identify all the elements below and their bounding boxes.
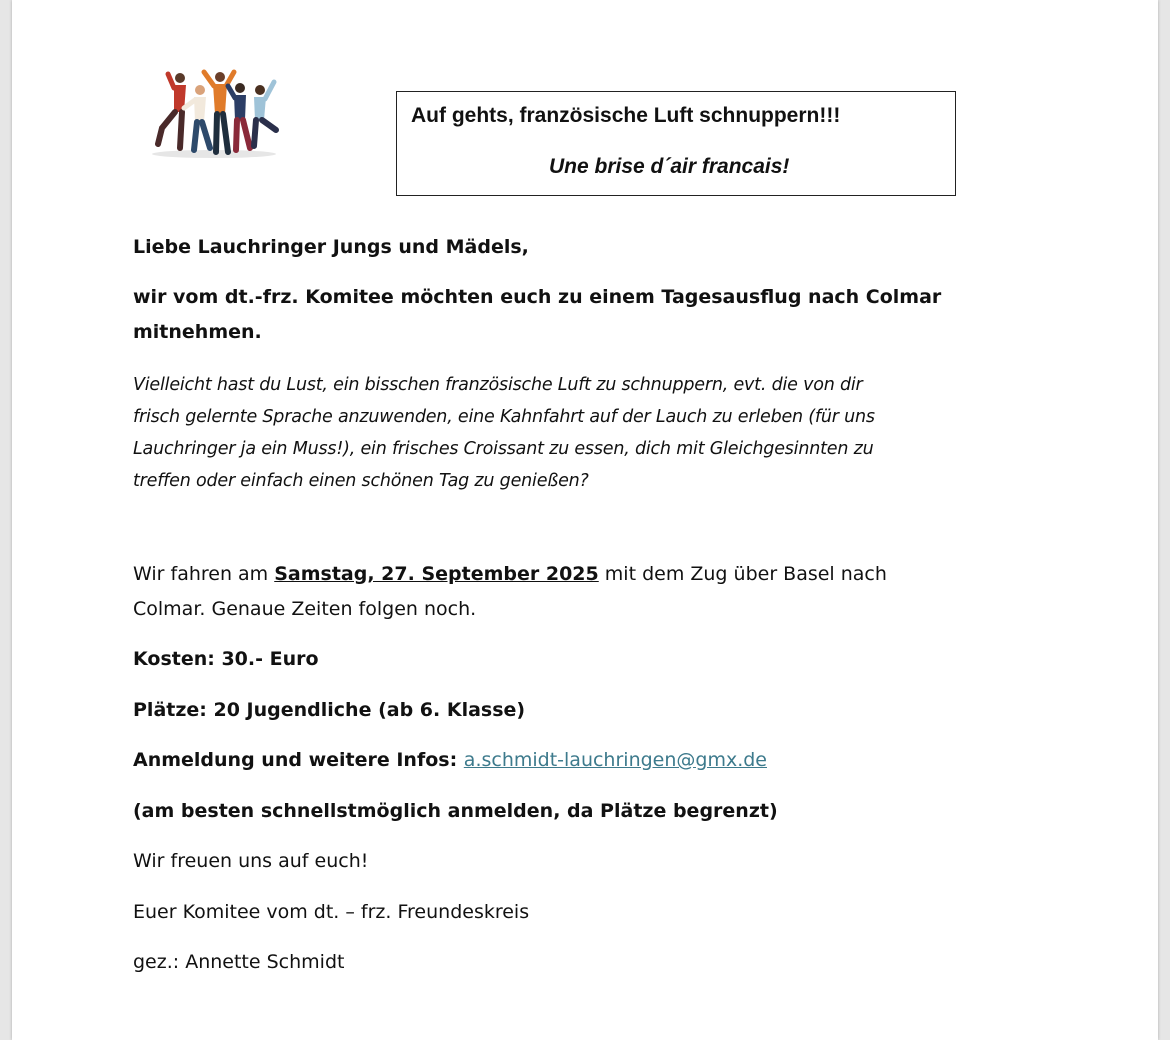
description-line: treffen oder einfach einen schönen Tag zu genießen? <box>133 471 589 491</box>
costs: Kosten: 30.- Euro <box>133 648 319 670</box>
trip-line-2: Colmar. Genaue Zeiten folgen noch. <box>133 598 477 620</box>
intro-line-1: wir vom dt.-frz. Komitee möchten euch zu einem Tagesausflug nach Colmar <box>133 286 942 308</box>
registration-line <box>133 749 767 771</box>
description-line: Lauchringer ja ein Muss!), ein frisches Croissant zu essen, dich mit Gleichgesinnten zu <box>133 439 874 459</box>
registration-label: Anmeldung und weitere Infos: <box>133 749 464 771</box>
greeting: Liebe Lauchringer Jungs und Mädels, <box>133 236 529 258</box>
places: Plätze: 20 Jugendliche (ab 6. Klasse) <box>133 699 526 721</box>
description-line: frisch gelernte Sprache anzuwenden, eine Kahnfahrt auf der Lauch zu erleben (für uns <box>133 407 875 427</box>
sender: Euer Komitee vom dt. – frz. Freundeskreis <box>133 901 530 923</box>
intro-line-2: mitnehmen. <box>133 321 262 343</box>
signature: gez.: Annette Schmidt <box>133 951 345 973</box>
title-french: Une brise d´air francais! <box>549 155 790 178</box>
description-line: Vielleicht hast du Lust, ein bisschen französische Luft zu schnuppern, evt. die von dir <box>133 375 863 395</box>
trip-line-1 <box>133 563 887 585</box>
title-box <box>396 91 956 196</box>
people-jumping-illustration <box>142 68 286 160</box>
title-german: Auf gehts, französische Luft schnuppern!!! <box>411 104 841 127</box>
email-link[interactable]: a.schmidt-lauchringen@gmx.de <box>463 749 767 771</box>
registration-note: (am besten schnellstmöglich anmelden, da Plätze begrenzt) <box>133 800 778 822</box>
closing: Wir freuen uns auf euch! <box>133 850 369 872</box>
trip-date: Samstag, 27. September 2025 <box>274 563 599 585</box>
trip-prefix: Wir fahren am <box>133 563 275 585</box>
description-paragraph <box>133 369 1013 497</box>
trip-suffix: mit dem Zug über Basel nach <box>598 563 887 585</box>
